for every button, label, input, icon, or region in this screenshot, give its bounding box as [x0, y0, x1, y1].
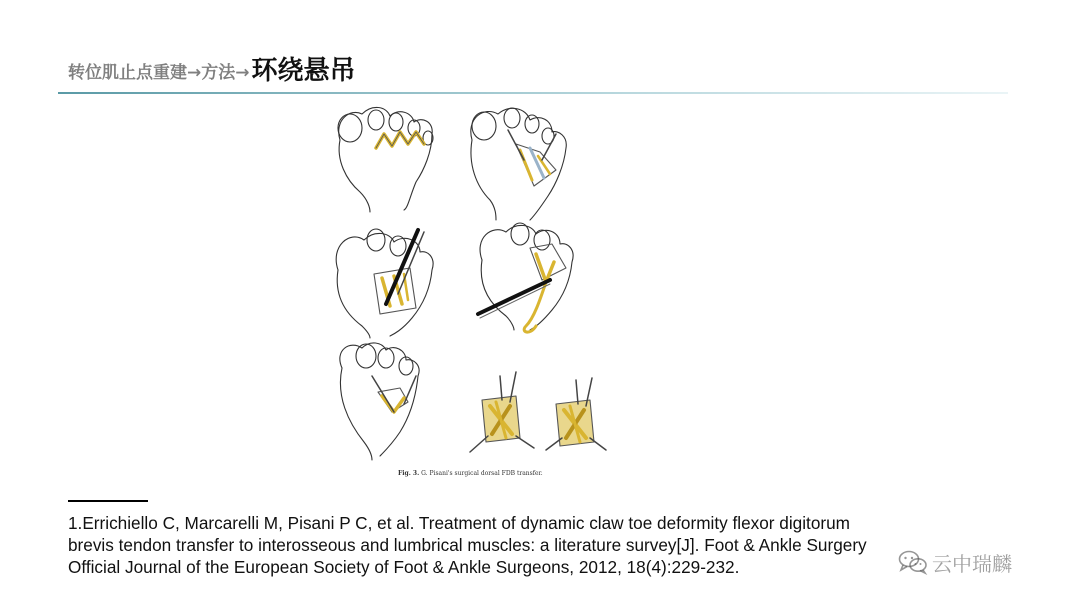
reference-line-3: Official Journal of the European Society of Foot & Ankle Surgeons, 2012, 18(4):229-232.	[68, 557, 740, 577]
figure-caption	[398, 470, 543, 477]
watermark	[898, 546, 1012, 578]
wechat-icon	[898, 549, 928, 575]
panel-6-drawing	[470, 372, 534, 452]
footnote-divider	[68, 500, 148, 502]
title-main: 环绕悬吊	[251, 56, 356, 86]
title-underline	[58, 92, 1008, 94]
reference-line-1: 1.Errichiello C, Marcarelli M, Pisani P C, et al. Treatment of dynamic claw toe deformity flexor digitorum	[68, 513, 850, 533]
panel-1-drawing	[338, 107, 433, 212]
reference-line-2: brevis tendon transfer to interosseous and lumbrical muscles: a literature survey[J]. Foot & Ankle Surgery	[68, 535, 867, 555]
panel-2-drawing	[471, 108, 566, 220]
panel-4-drawing	[478, 223, 573, 332]
panel-3-drawing	[336, 229, 433, 338]
panel-7-drawing	[546, 378, 606, 450]
reference-citation	[68, 512, 1008, 578]
caption-label: Fig. 3.	[398, 470, 420, 477]
surgical-illustration	[320, 100, 620, 488]
watermark-text: 云中瑞麟	[932, 551, 1012, 576]
caption-text: G. Pisani's surgical dorsal FDB transfer.	[419, 470, 543, 477]
slide-title	[68, 48, 356, 88]
panel-5-drawing	[340, 343, 419, 460]
title-breadcrumb: 转位肌止点重建→方法→	[68, 63, 250, 83]
